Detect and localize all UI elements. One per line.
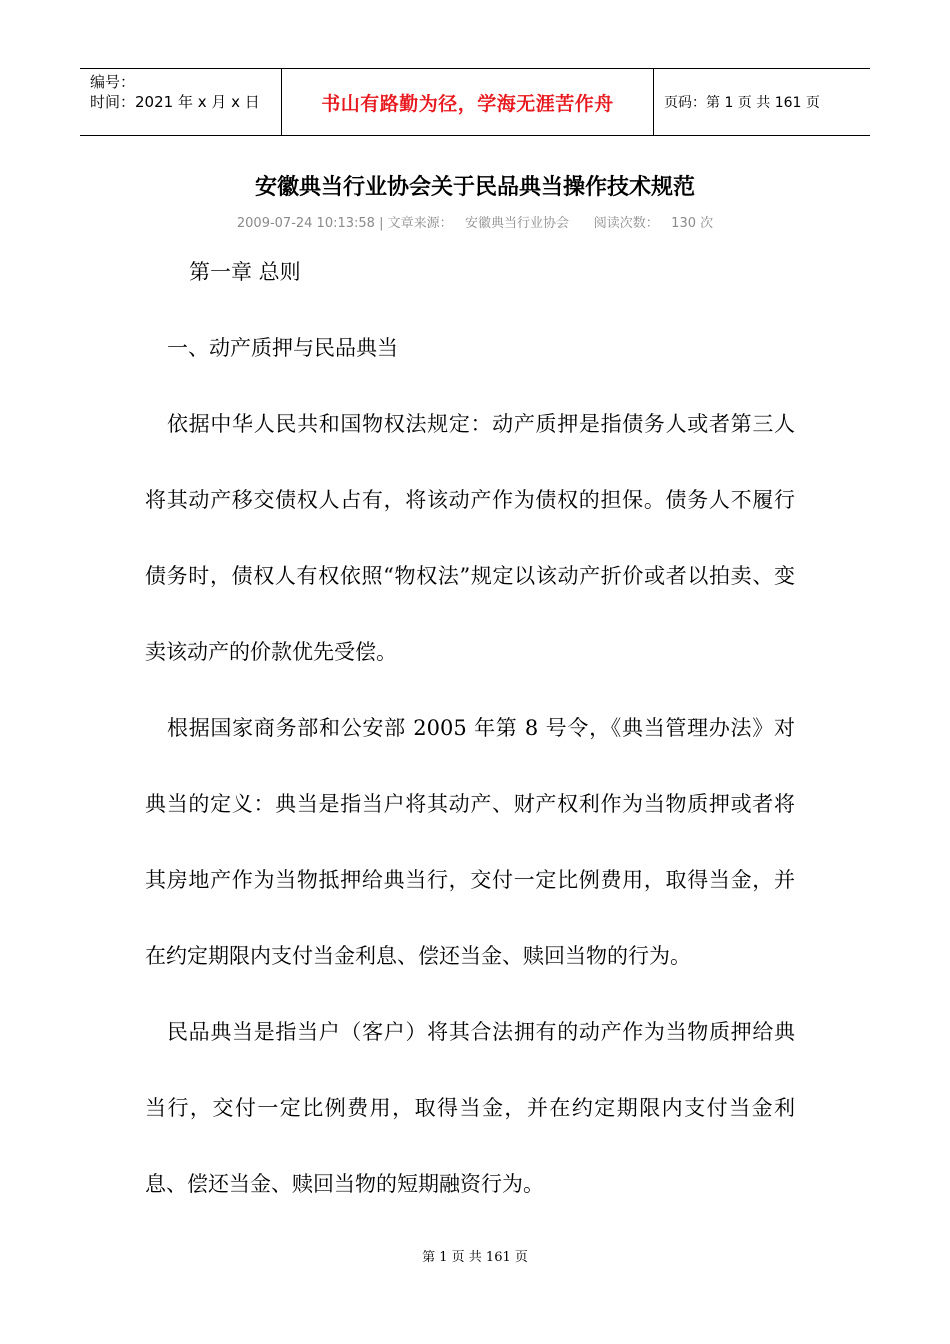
chapter-heading: 第一章 总则 xyxy=(189,260,301,284)
paragraph: 民品典当是指当户（客户）将其合法拥有的动产作为当物质押给典当行，交付一定比例费用，取得当金，并在约定期限内支付当金利息、偿还当金、赎回当物的短期融资行为。 xyxy=(145,1020,795,1196)
header-motto-cell xyxy=(282,69,654,135)
paragraph: 根据国家商务部和公安部 2005 年第 8 号令，《典当管理办法》对典当的定义：典当是指当户将其动产、财产权利作为当物质押或者将其房地产作为当物抵押给典当行，交付一定比例费用，取得当金，并在约定期限内支付当金利息、偿还当金、赎回当物的行为。 xyxy=(145,716,795,968)
section-heading: 一、动产质押与民品典当 xyxy=(167,336,398,360)
article-title: 安徽典当行业协会关于民品典当操作技术规范 xyxy=(254,175,695,200)
article-meta: 2009-07-24 10:13:58 | 文章来源： 安徽典当行业协会 阅读次数： 130 次 xyxy=(236,216,714,231)
header-page-info: 页码：第 1 页 共 161 页 xyxy=(664,95,820,111)
page-footer: 第 1 页 共 161 页 xyxy=(422,1250,528,1265)
header-page-cell xyxy=(654,69,870,135)
document-number-label: 编号： xyxy=(90,73,136,91)
document-header xyxy=(80,68,870,136)
header-info-cell xyxy=(80,69,282,135)
paragraph: 依据中华人民共和国物权法规定：动产质押是指债务人或者第三人将其动产移交债权人占有，将该动产作为债权的担保。债务人不履行债务时，债权人有权依照“物权法”规定以该动产折价或者以拍卖、变卖该动产的价款优先受偿。 xyxy=(145,412,795,664)
document-time-label: 时间：2021 年 x 月 x 日 xyxy=(90,93,260,111)
header-motto: 书山有路勤为径，学海无涯苦作舟 xyxy=(321,92,614,115)
